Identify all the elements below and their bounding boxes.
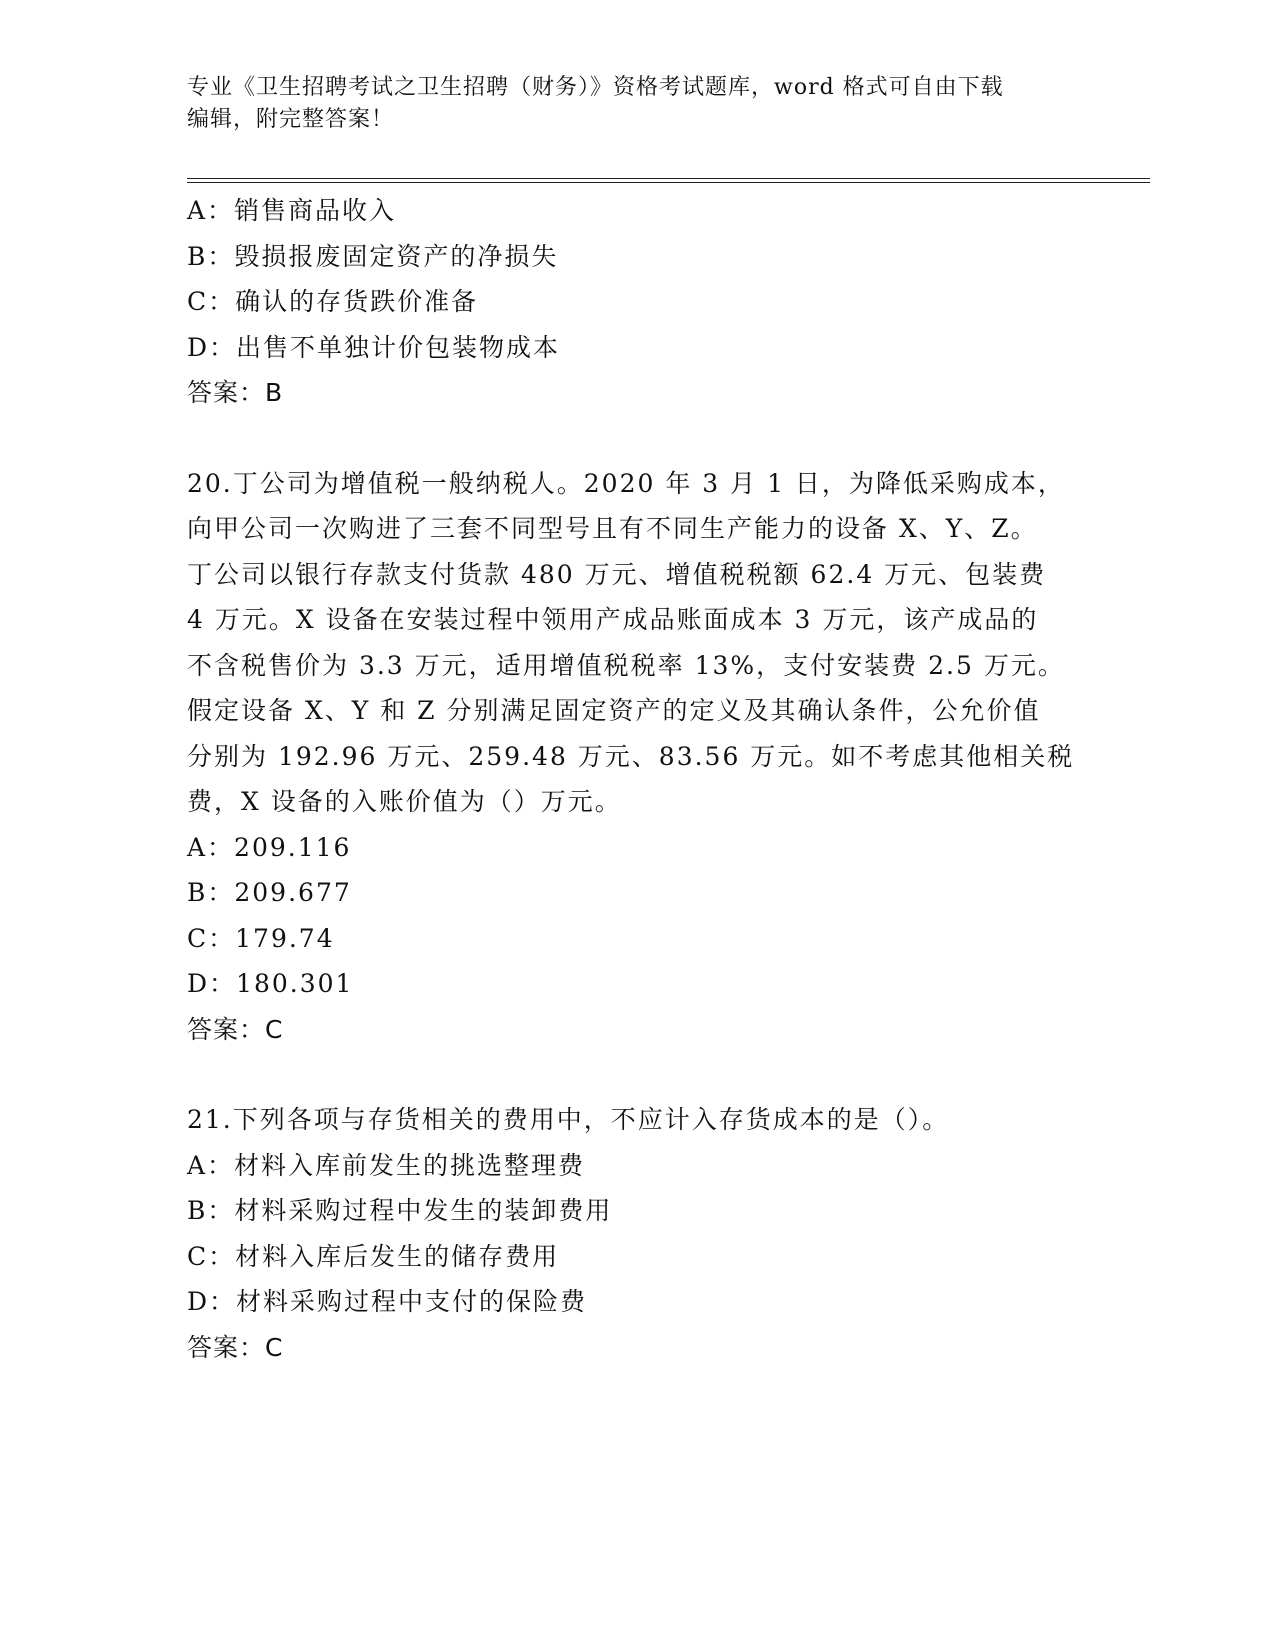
- answer: 答案：C: [187, 1332, 284, 1362]
- page-header: [187, 72, 1067, 136]
- option-a: A：销售商品收入: [187, 196, 397, 225]
- header-rule-bottom: [187, 182, 1150, 183]
- stem-line: 不含税售价为 3.3 万元，适用增值税税率 13%，支付安装费 2.5 万元。: [187, 650, 1065, 680]
- answer: 答案：C: [187, 1014, 284, 1044]
- option-b: B：209.677: [187, 878, 352, 907]
- question-stem: [187, 461, 1075, 825]
- stem-line: 向甲公司一次购进了三套不同型号且有不同生产能力的设备 X、Y、Z。: [187, 514, 1038, 543]
- stem-line: 4 万元。X 设备在安装过程中领用产成品账面成本 3 万元，该产成品的: [187, 605, 1039, 634]
- answer: 答案：B: [187, 378, 284, 407]
- spacer: [187, 1052, 1087, 1097]
- stem-line: 20.丁公司为增值税一般纳税人。2020 年 3 月 1 日，为降低采购成本，: [187, 468, 1065, 498]
- stem-line: 丁公司以银行存款支付货款 480 万元、增值税税额 62.4 万元、包装费: [187, 559, 1047, 589]
- stem-line: 分别为 192.96 万元、259.48 万元、83.56 万元。如不考虑其他相关税: [187, 741, 1075, 771]
- option-a: A：材料入库前发生的挑选整理费: [187, 1150, 586, 1180]
- option-d: D：出售不单独计价包装物成本: [187, 332, 561, 362]
- spacer: [187, 416, 1087, 461]
- question-stem: 21.下列各项与存货相关的费用中，不应计入存货成本的是（）。: [187, 1105, 950, 1134]
- option-a: A：209.116: [187, 832, 352, 862]
- stem-line: 假定设备 X、Y 和 Z 分别满足固定资产的定义及其确认条件，公允价值: [187, 696, 1041, 725]
- option-c: C：材料入库后发生的储存费用: [187, 1241, 560, 1271]
- question-19: [187, 188, 1087, 416]
- stem-line: 费，X 设备的入账价值为（）万元。: [187, 787, 622, 816]
- question-21: [187, 1097, 1087, 1370]
- option-d: D：材料采购过程中支付的保险费: [187, 1287, 588, 1316]
- question-20: [187, 461, 1087, 1053]
- option-d: D：180.301: [187, 969, 354, 998]
- option-c: C：确认的存货跌价准备: [187, 287, 479, 316]
- option-c: C：179.74: [187, 923, 335, 953]
- header-line-1: 专业《卫生招聘考试之卫生招聘（财务）》资格考试题库，word 格式可自由下载: [187, 75, 1004, 100]
- option-b: B：毁损报废固定资产的净损失: [187, 241, 559, 271]
- header-line-2: 编辑，附完整答案！: [187, 107, 395, 132]
- question-list: [187, 188, 1087, 1370]
- header-rule-top: [187, 178, 1150, 179]
- option-b: B：材料采购过程中发生的装卸费用: [187, 1196, 613, 1225]
